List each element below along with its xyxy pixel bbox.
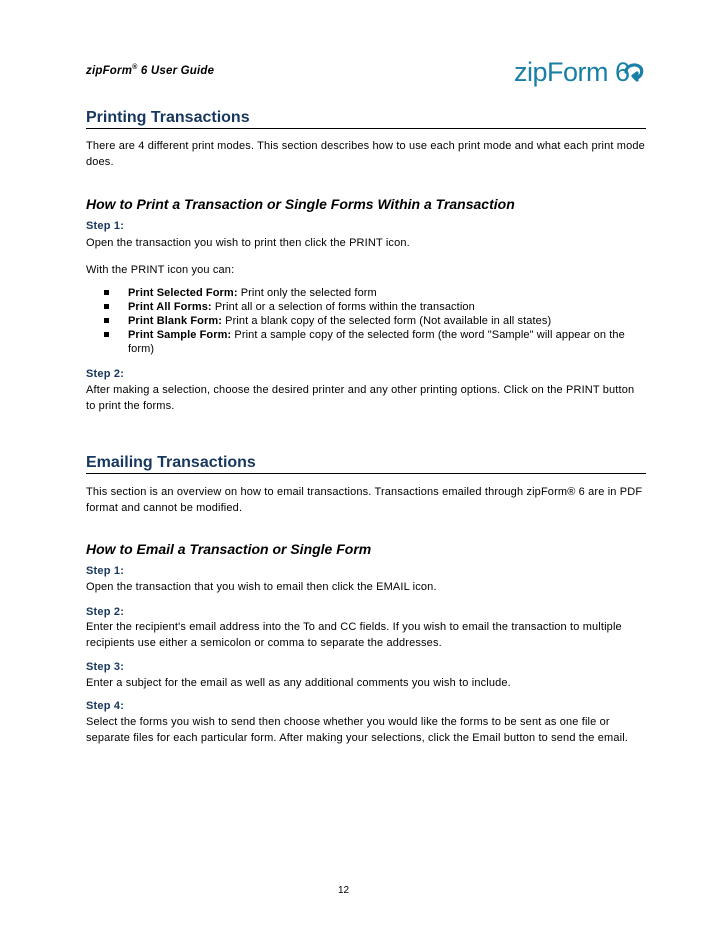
bullet-text: Print a blank copy of the selected form (Not available in all states) xyxy=(222,315,552,327)
email-how-to-heading: How to Email a Transaction or Single Form xyxy=(86,541,372,557)
bullet-label: Print Sample Form: xyxy=(128,329,232,341)
email-step2-label: Step 2: xyxy=(86,606,125,618)
email-step4-label: Step 4: xyxy=(86,700,125,712)
logo-text: zipForm xyxy=(514,57,609,87)
printing-divider xyxy=(86,128,646,129)
bullet-square-icon xyxy=(104,304,109,309)
logo-number: 6 xyxy=(615,57,630,87)
bullet-label: Print All Forms: xyxy=(128,301,212,313)
header-guide-title xyxy=(86,64,214,77)
list-item xyxy=(102,328,642,356)
zipform-logo xyxy=(514,55,646,89)
print-how-to-heading: How to Print a Transaction or Single Forms Within a Transaction xyxy=(86,196,515,212)
email-step4-text: Select the forms you wish to send then choose whether you would like the forms to be sent as one file or separate files for each particular form. After making your selections, click the Email button to send the email. xyxy=(86,716,628,744)
print-step1-text: Open the transaction you wish to print then click the PRINT icon. xyxy=(86,237,410,249)
bullet-square-icon xyxy=(104,290,109,295)
email-step3-label: Step 3: xyxy=(86,661,125,673)
email-step2-text: Enter the recipient's email address into the To and CC fields. If you wish to email the transaction to multiple recipients use either a semicolon or comma to separate the addresses. xyxy=(86,621,622,649)
logo-swirl-icon xyxy=(622,61,646,83)
bullet-text: Print all or a selection of forms within the transaction xyxy=(211,301,475,313)
print-options-list xyxy=(102,286,642,356)
guide-suffix: 6 User Guide xyxy=(140,64,215,77)
emailing-heading: Emailing Transactions xyxy=(86,454,256,471)
bullet-square-icon xyxy=(104,318,109,323)
email-step1-text: Open the transaction that you wish to email then click the EMAIL icon. xyxy=(86,581,437,593)
bullet-label: Print Selected Form: xyxy=(128,287,238,299)
bullet-label: Print Blank Form: xyxy=(128,315,222,327)
print-step1-label: Step 1: xyxy=(86,220,125,232)
email-step3-text: Enter a subject for the email as well as any additional comments you wish to include. xyxy=(86,677,511,689)
logo-wordmark xyxy=(514,55,630,89)
bullet-text: Print only the selected form xyxy=(237,287,377,299)
guide-name: zipForm xyxy=(86,64,133,77)
emailing-intro: This section is an overview on how to email transactions. Transactions emailed through zipForm® 6 are in PDF format and cannot be modified. xyxy=(86,486,643,514)
printing-intro: There are 4 different print modes. This section describes how to use each print mode and what each print mode does. xyxy=(86,140,645,168)
list-item xyxy=(102,286,642,300)
print-options-intro: With the PRINT icon you can: xyxy=(86,264,235,276)
list-item xyxy=(102,300,642,314)
printing-heading: Printing Transactions xyxy=(86,109,250,126)
print-step2-text: After making a selection, choose the desired printer and any other printing options. Click on the PRINT button to print the forms. xyxy=(86,384,635,412)
registered-mark: ® xyxy=(132,64,138,71)
email-step1-label: Step 1: xyxy=(86,565,125,577)
bullet-square-icon xyxy=(104,332,109,337)
print-step2-label: Step 2: xyxy=(86,368,125,380)
bullet-text: Print a sample copy of the selected form (the word "Sample" will appear on the form) xyxy=(128,329,625,355)
list-item xyxy=(102,314,642,328)
page-number: 12 xyxy=(338,885,350,896)
emailing-divider xyxy=(86,473,646,474)
